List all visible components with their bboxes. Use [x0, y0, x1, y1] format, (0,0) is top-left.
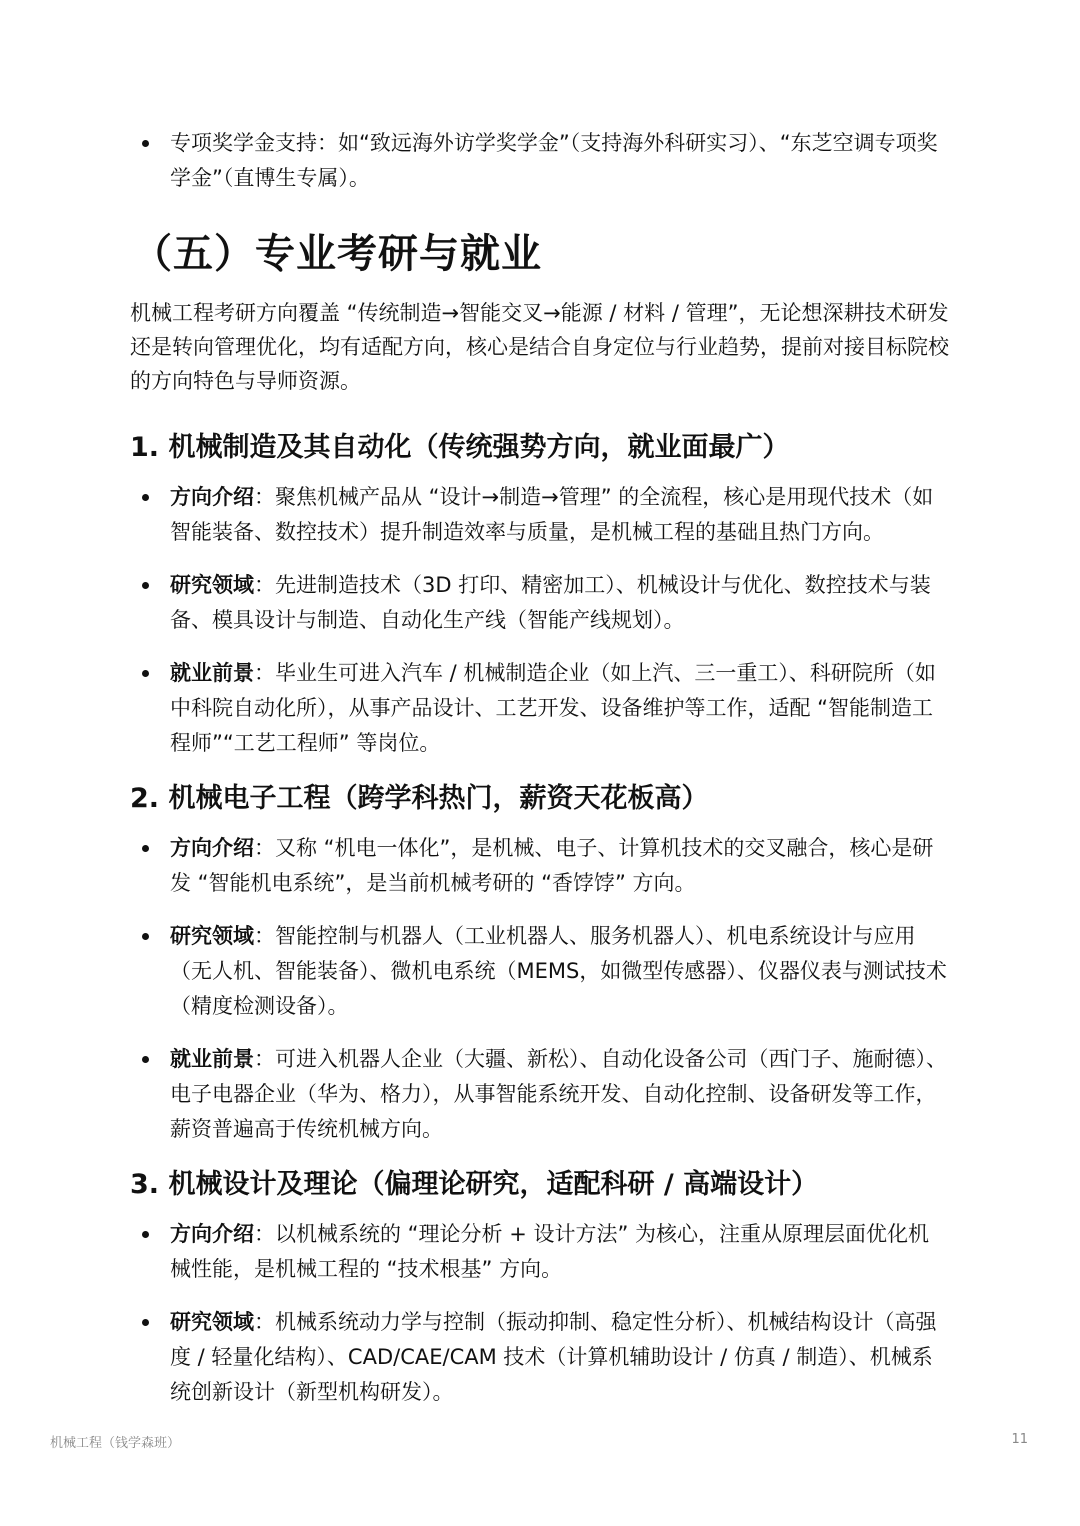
- bullet-dot-icon: [142, 1056, 149, 1063]
- section-intro: 机械工程考研方向覆盖 “传统制造→智能交叉→能源 / 材料 / 管理”，无论想深耕技术研发还是转向管理优化，均有适配方向，核心是结合自身定位与行业趋势，提前对接目标院校的方向特色与导师资源。: [130, 301, 949, 393]
- list-item: [130, 1305, 950, 1410]
- item-text: ：可进入机器人企业（大疆、新松）、自动化设备公司（西门子、施耐德）、电子电器企业（华为、格力），从事智能系统开发、自动化控制、设备研发等工作，薪资普遍高于传统机械方向。: [170, 1047, 947, 1141]
- list-item: [130, 480, 950, 550]
- subsection-3: [130, 1165, 950, 1410]
- item-text: ：毕业生可进入汽车 / 机械制造企业（如上汽、三一重工）、科研院所（如中科院自动化所），从事产品设计、工艺开发、设备维护等工作，适配 “智能制造工程师”“工艺工程师” 等岗位。: [170, 661, 936, 755]
- list-item: [130, 1217, 950, 1287]
- bullet-dot-icon: [142, 140, 149, 147]
- bullet-dot-icon: [142, 1231, 149, 1238]
- subsection-title: 2. 机械电子工程（跨学科热门，薪资天花板高）: [130, 783, 709, 814]
- list-item: [130, 1042, 950, 1147]
- footer-document-title: 机械工程（钱学森班）: [50, 1436, 181, 1451]
- top-bullet-text: 专项奖学金支持：如“致远海外访学奖学金”（支持海外科研实习）、“东芝空调专项奖学金”（直博生专属）。: [170, 131, 938, 190]
- section-title: （五）专业考研与就业: [132, 231, 542, 277]
- document-page: [130, 126, 950, 1428]
- list-item: [130, 919, 950, 1024]
- item-text: ：以机械系统的 “理论分析 + 设计方法” 为核心，注重从原理层面优化机械性能，是机械工程的 “技术根基” 方向。: [170, 1222, 930, 1281]
- item-text: ：又称 “机电一体化”，是机械、电子、计算机技术的交叉融合，核心是研发 “智能机电系统”，是当前机械考研的 “香饽饽” 方向。: [170, 836, 934, 895]
- subsection-list: [130, 480, 950, 761]
- subsection-title: 3. 机械设计及理论（偏理论研究，适配科研 / 高端设计）: [130, 1169, 819, 1200]
- bullet-dot-icon: [142, 494, 149, 501]
- subsection-list: [130, 831, 950, 1147]
- bullet-dot-icon: [142, 1319, 149, 1326]
- bullet-dot-icon: [142, 582, 149, 589]
- item-text: ：聚焦机械产品从 “设计→制造→管理” 的全流程，核心是用现代技术（如智能装备、数控技术）提升制造效率与质量，是机械工程的基础且热门方向。: [170, 485, 934, 544]
- bullet-dot-icon: [142, 670, 149, 677]
- top-bullet-list: [130, 126, 950, 196]
- item-text: ：智能控制与机器人（工业机器人、服务机器人）、机电系统设计与应用（无人机、智能装备）、微机电系统（MEMS，如微型传感器）、仪器仪表与测试技术（精度检测设备）。: [170, 924, 947, 1018]
- subsection-list: [130, 1217, 950, 1410]
- item-text: ：先进制造技术（3D 打印、精密加工）、机械设计与优化、数控技术与装备、模具设计与制造、自动化生产线（智能产线规划）。: [170, 573, 931, 632]
- item-label: 研究领域: [170, 1310, 254, 1334]
- item-label: 就业前景: [170, 661, 254, 685]
- item-label: 研究领域: [170, 924, 254, 948]
- item-label: 方向介绍: [170, 485, 254, 509]
- bullet-dot-icon: [142, 933, 149, 940]
- list-item: [130, 568, 950, 638]
- subsection-title: 1. 机械制造及其自动化（传统强势方向，就业面最广）: [130, 432, 790, 463]
- list-item: [130, 656, 950, 761]
- list-item: [130, 126, 950, 196]
- item-label: 方向介绍: [170, 836, 254, 860]
- item-label: 研究领域: [170, 573, 254, 597]
- item-label: 就业前景: [170, 1047, 254, 1071]
- list-item: [130, 831, 950, 901]
- subsection-1: [130, 428, 950, 761]
- subsection-2: [130, 779, 950, 1147]
- bullet-dot-icon: [142, 845, 149, 852]
- item-label: 方向介绍: [170, 1222, 254, 1246]
- page-number: 11: [1011, 1432, 1028, 1447]
- item-text: ：机械系统动力学与控制（振动抑制、稳定性分析）、机械结构设计（高强度 / 轻量化结构）、CAD/CAE/CAM 技术（计算机辅助设计 / 仿真 / 制造）、机械系统创新设计（新型机构研发）。: [170, 1310, 937, 1404]
